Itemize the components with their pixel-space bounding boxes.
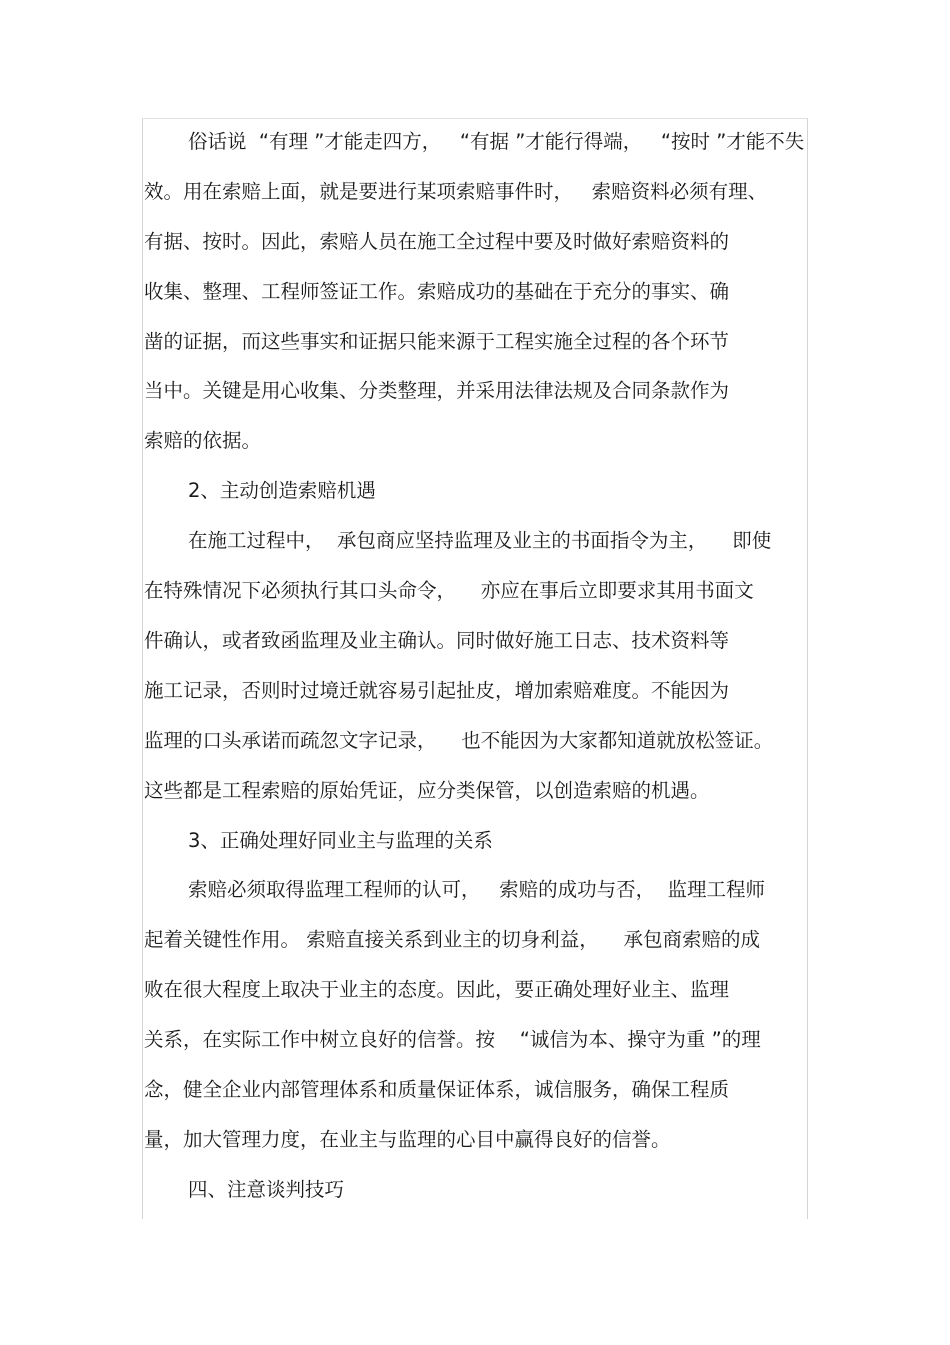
- text-line: 在施工过程中， 承包商应坚持监理及业主的书面指令为主， 即使: [188, 529, 772, 552]
- text-line: 关系，在实际工作中树立良好的信誉。按 “诚信为本、操守为重 ”的理: [144, 1028, 761, 1051]
- text-line: 凿的证据，而这些事实和证据只能来源于工程实施全过程的各个环节: [144, 330, 730, 353]
- text-line: 败在很大程度上取决于业主的态度。因此，要正确处理好业主、监理: [144, 978, 730, 1001]
- text-line: 施工记录，否则时过境迁就容易引起扯皮，增加索赔难度。不能因为: [144, 679, 730, 702]
- text-line: 俗话说 “有理 ”才能走四方， “有据 ”才能行得端， “按时 ”才能不失: [188, 130, 805, 153]
- section-heading: 2、主动创造索赔机遇: [188, 479, 376, 502]
- text-line: 有据、按时。因此，索赔人员在施工全过程中要及时做好索赔资料的: [144, 230, 730, 253]
- section-heading: 四、注意谈判技巧: [188, 1178, 345, 1201]
- text-line: 监理的口头承诺而疏忽文字记录， 也不能因为大家都知道就放松签证。: [144, 729, 774, 752]
- section-heading: 3、正确处理好同业主与监理的关系: [188, 829, 493, 852]
- text-line: 当中。关键是用心收集、分类整理，并采用法律法规及合同条款作为: [144, 379, 730, 402]
- text-line: 索赔的依据。: [144, 429, 262, 452]
- text-line: 在特殊情况下必须执行其口头命令， 亦应在事后立即要求其用书面文: [144, 579, 754, 602]
- text-line: 索赔必须取得监理工程师的认可， 索赔的成功与否， 监理工程师: [188, 878, 765, 901]
- text-line: 量，加大管理力度，在业主与监理的心目中赢得良好的信誉。: [144, 1128, 671, 1151]
- text-line: 念，健全企业内部管理体系和质量保证体系，诚信服务，确保工程质: [144, 1078, 730, 1101]
- text-line: 收集、整理、工程师签证工作。索赔成功的基础在于充分的事实、确: [144, 280, 730, 303]
- text-line: 件确认，或者致函监理及业主确认。同时做好施工日志、技术资料等: [144, 629, 730, 652]
- text-line: 效。用在索赔上面，就是要进行某项索赔事件时， 索赔资料必须有理、: [144, 180, 768, 203]
- text-line: 这些都是工程索赔的原始凭证，应分类保管，以创造索赔的机遇。: [144, 779, 710, 802]
- text-line: 起着关键性作用。 索赔直接关系到业主的切身利益， 承包商索赔的成: [144, 928, 760, 951]
